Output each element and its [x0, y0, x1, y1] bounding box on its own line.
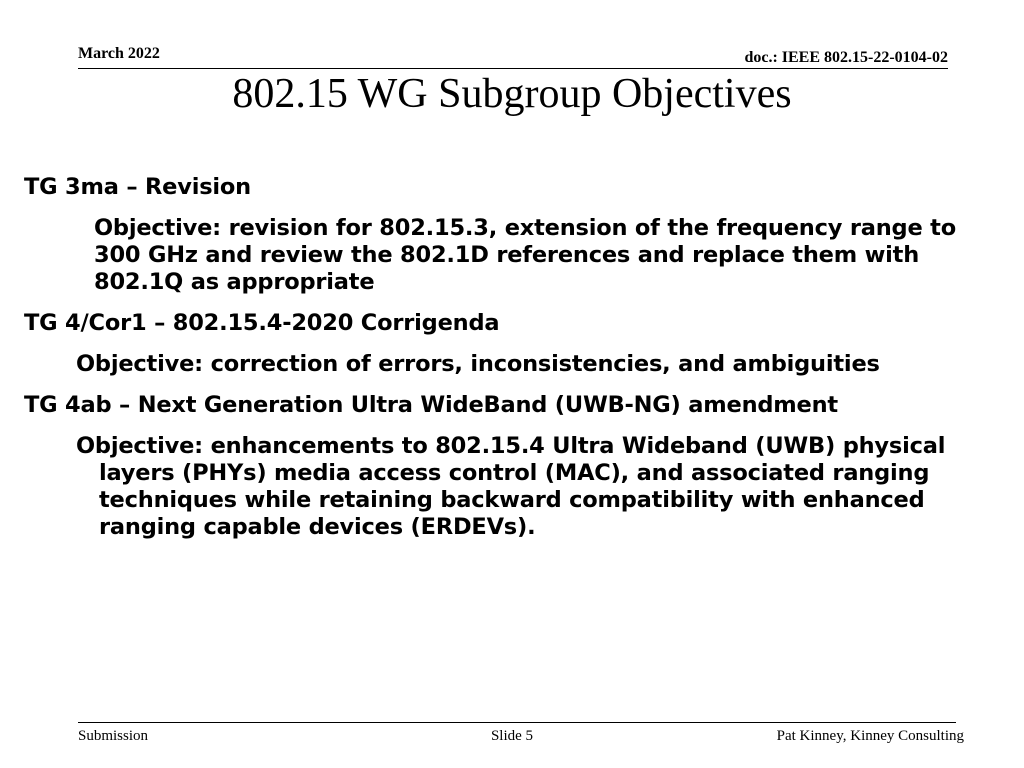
header-doc-id: doc.: IEEE 802.15-22-0104-02	[744, 49, 948, 66]
item-heading-tg3ma: TG 3ma – Revision	[24, 174, 251, 200]
item-objective-tg3ma: Objective: revision for 802.15.3, extension of the frequency range to 300 GHz and review the 802.1D references and replace them with 802.1Q as appropriate	[94, 215, 956, 295]
slide-body	[24, 174, 1004, 541]
footer-slide-number: Slide 5	[490, 728, 534, 744]
footer-author: Pat Kinney, Kinney Consulting	[776, 728, 964, 744]
header-date: March 2022	[78, 45, 160, 62]
item-objective-tg4cor1: Objective: correction of errors, inconsistencies, and ambiguities	[76, 351, 880, 377]
slide-title: 802.15 WG Subgroup Objectives	[232, 71, 792, 117]
item-heading-tg4cor1: TG 4/Cor1 – 802.15.4-2020 Corrigenda	[24, 310, 500, 336]
item-objective-tg4ab: Objective: enhancements to 802.15.4 Ultra Wideband (UWB) physical layers (PHYs) media access control (MAC), and associated ranging techniques while retaining backward compatibility with enhanced ranging capable devices (ERDEVs).	[76, 433, 946, 540]
footer-divider	[78, 722, 956, 723]
footer-submission: Submission	[78, 728, 149, 744]
item-heading-tg4ab: TG 4ab – Next Generation Ultra WideBand (UWB-NG) amendment	[24, 392, 838, 418]
